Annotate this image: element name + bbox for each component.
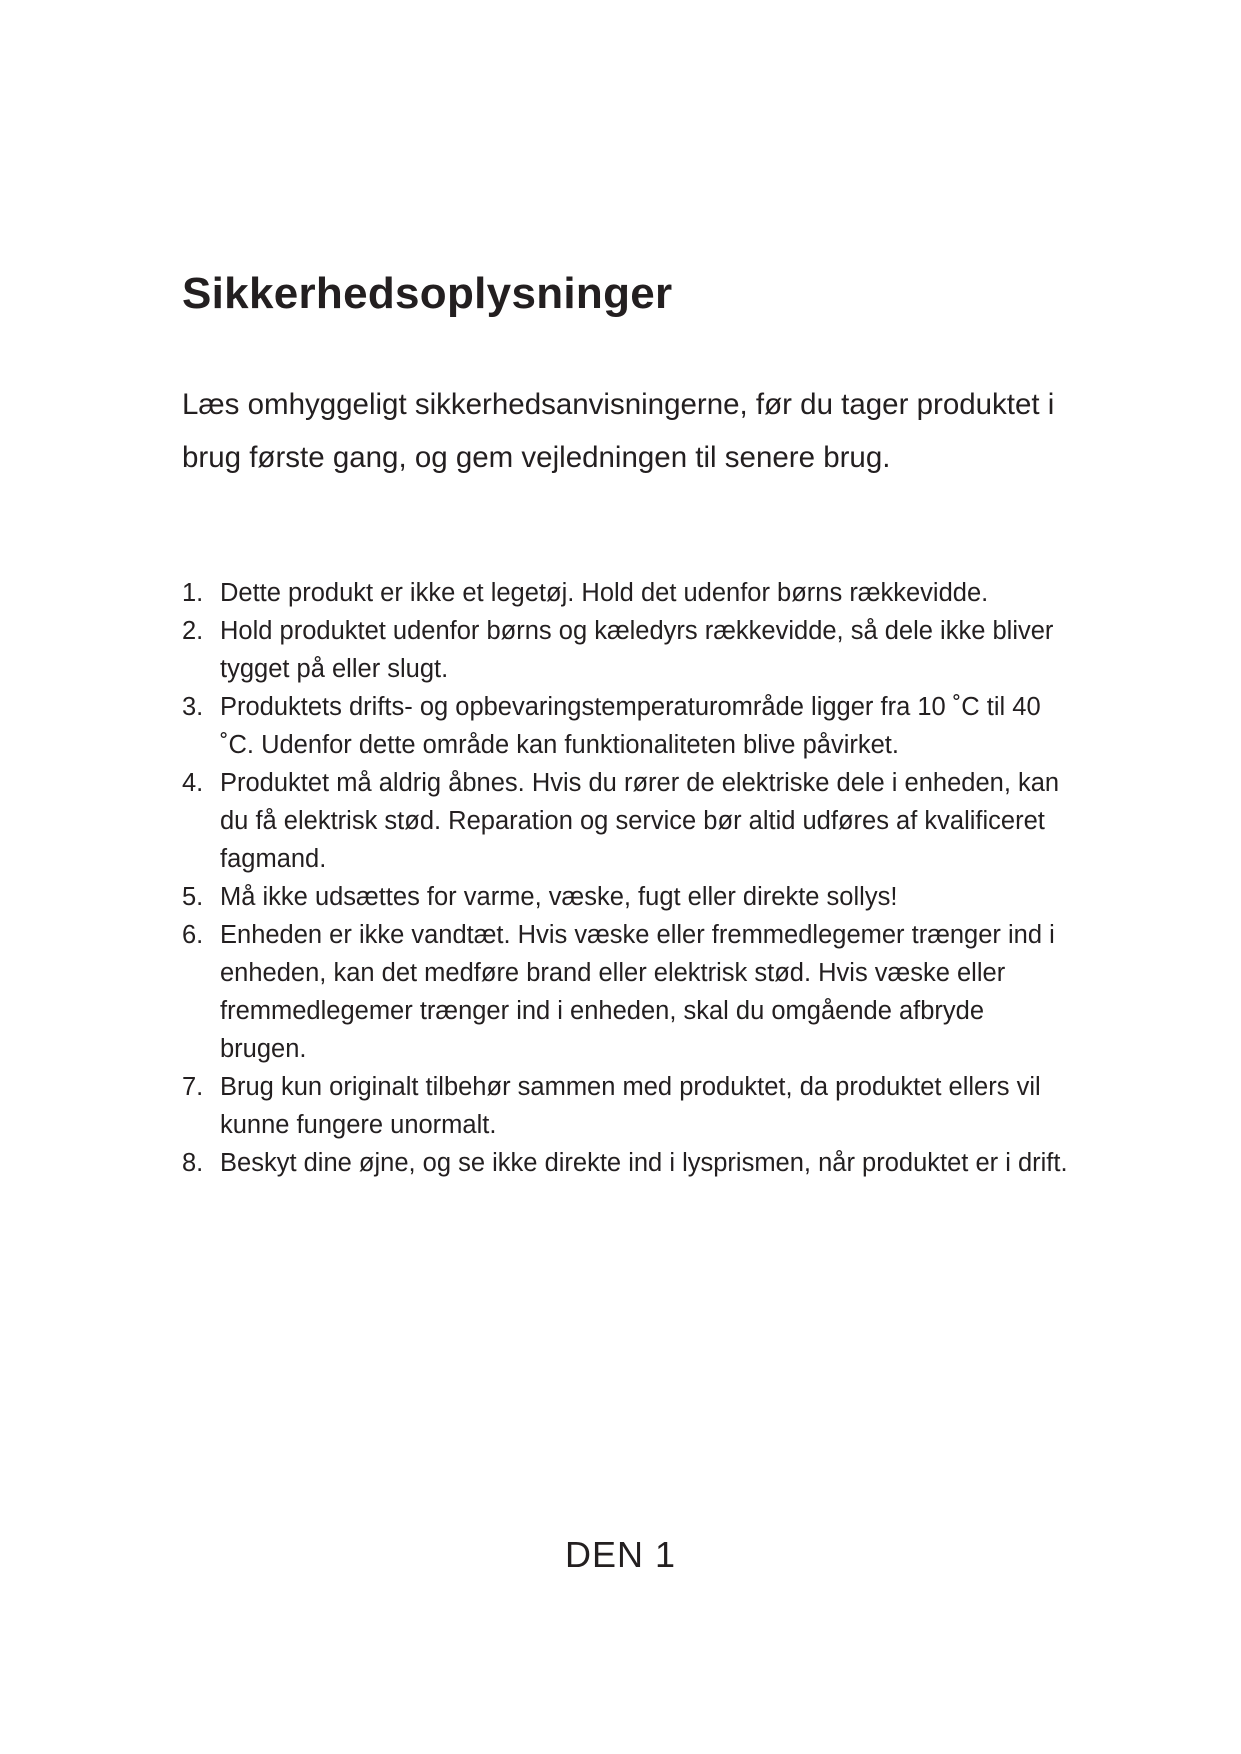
list-item-number: 5. bbox=[182, 883, 204, 911]
list-item-text: Hold produktet udenfor børns og kæledyrs rækkevidde, så dele ikke bliver tygget på eller slugt. bbox=[220, 617, 1054, 683]
list-item-text: Produktets drifts- og opbevaringstemperaturområde ligger fra 10 ˚C til 40 ˚C. Udenfor dette område kan funktionaliteten blive påvirket. bbox=[220, 693, 1041, 759]
list-item bbox=[182, 878, 1072, 916]
list-item-number: 1. bbox=[182, 579, 204, 607]
list-item-number: 8. bbox=[182, 1149, 204, 1177]
list-item bbox=[182, 612, 1072, 688]
safety-instructions-list bbox=[182, 574, 1072, 1182]
list-item bbox=[182, 1068, 1072, 1144]
list-item bbox=[182, 574, 1072, 612]
list-item bbox=[182, 1144, 1072, 1182]
list-item bbox=[182, 916, 1072, 1068]
list-item-text: Produktet må aldrig åbnes. Hvis du rører de elektriske dele i enheden, kan du få elektrisk stød. Reparation og service bør altid udføres af kvalificeret fagmand. bbox=[220, 769, 1060, 873]
list-item-text: Enheden er ikke vandtæt. Hvis væske eller fremmedlegemer trænger ind i enheden, kan det medføre brand eller elektrisk stød. Hvis væske eller fremmedlegemer trænger ind i enheden, skal du omgående afbryde brugen. bbox=[220, 921, 1055, 1063]
list-item-text: Beskyt dine øjne, og se ikke direkte ind i lysprismen, når produktet er i drift. bbox=[220, 1149, 1068, 1177]
page-title: Sikkerhedsoplysninger bbox=[182, 269, 673, 318]
list-item-text: Brug kun originalt tilbehør sammen med produktet, da produktet ellers vil kunne fungere unormalt. bbox=[220, 1073, 1041, 1139]
list-item bbox=[182, 688, 1072, 764]
list-item-text: Dette produkt er ikke et legetøj. Hold det udenfor børns rækkevidde. bbox=[220, 579, 989, 607]
list-item-number: 3. bbox=[182, 693, 204, 721]
list-item-number: 6. bbox=[182, 921, 204, 949]
intro-paragraph: Læs omhyggeligt sikkerhedsanvisningerne, før du tager produktet i brug første gang, og gem vejledningen til senere brug. bbox=[182, 388, 1055, 474]
list-item bbox=[182, 764, 1072, 878]
list-item-number: 4. bbox=[182, 769, 204, 797]
list-item-number: 2. bbox=[182, 617, 204, 645]
page-number: DEN 1 bbox=[564, 1534, 677, 1575]
list-item-text: Må ikke udsættes for varme, væske, fugt eller direkte sollys! bbox=[220, 883, 898, 911]
list-item-number: 7. bbox=[182, 1073, 204, 1101]
